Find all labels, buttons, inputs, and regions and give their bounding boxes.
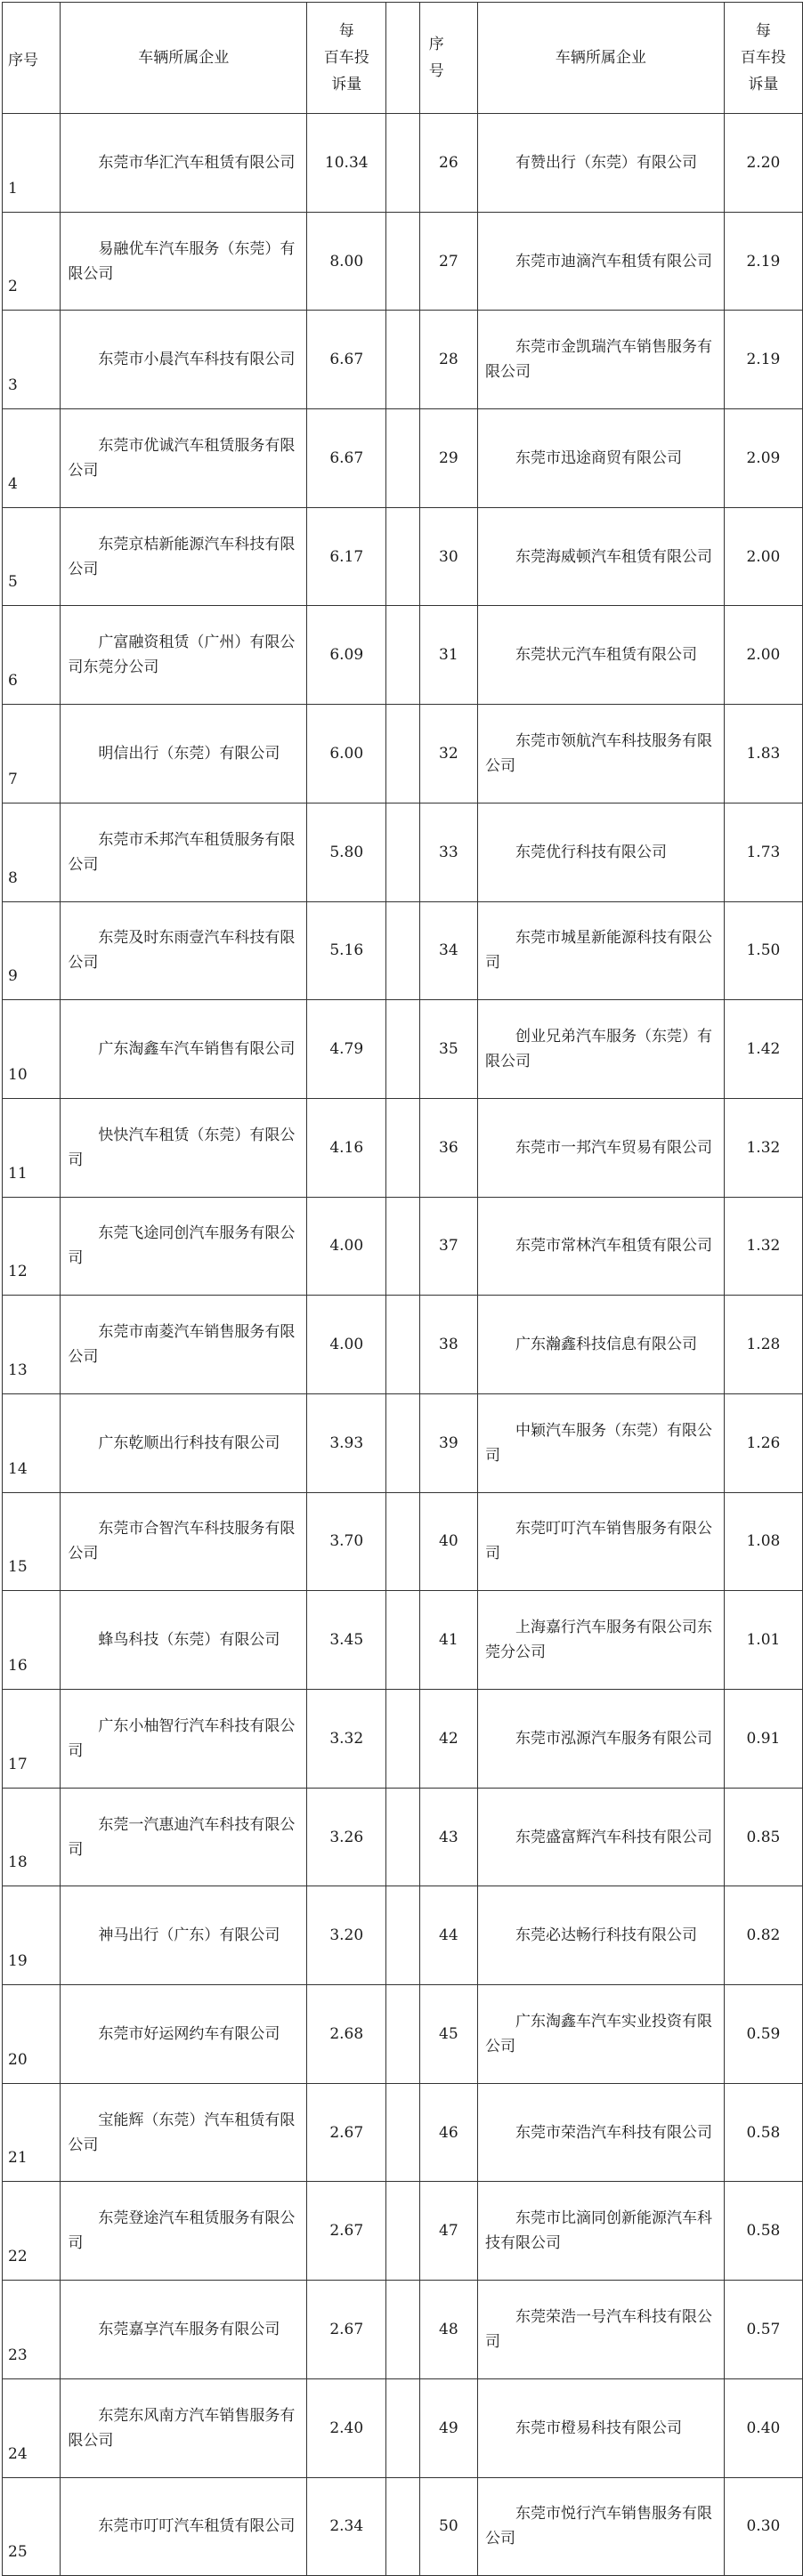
company-cell xyxy=(61,2182,307,2281)
company-cell xyxy=(477,212,724,311)
company-cell xyxy=(477,1690,724,1789)
complaint-rate-cell: 0.91 xyxy=(724,1690,802,1789)
company-cell xyxy=(477,606,724,705)
gap-cell xyxy=(386,2083,419,2182)
seq-cell: 24 xyxy=(3,2378,61,2477)
company-cell xyxy=(61,114,307,213)
seq-cell: 44 xyxy=(419,1886,477,1985)
company-name: 东莞东风南方汽车销售服务有限公司 xyxy=(68,2406,296,2450)
company-cell xyxy=(61,1788,307,1886)
company-cell xyxy=(477,2378,724,2477)
company-name: 东莞荣浩一号汽车科技有限公司 xyxy=(484,2307,712,2351)
complaint-rate-cell: 0.58 xyxy=(724,2182,802,2281)
company-cell xyxy=(61,2477,307,2576)
company-cell xyxy=(61,1197,307,1296)
company-cell xyxy=(477,507,724,606)
seq-cell: 41 xyxy=(419,1591,477,1690)
company-cell xyxy=(61,409,307,508)
gap-cell xyxy=(386,1591,419,1690)
gap-cell xyxy=(386,1393,419,1492)
seq-cell: 26 xyxy=(419,114,477,213)
complaint-rate-cell: 6.67 xyxy=(307,409,386,508)
company-name: 东莞必达畅行科技有限公司 xyxy=(515,1926,697,1945)
complaint-rate-cell: 6.67 xyxy=(307,311,386,409)
company-cell xyxy=(61,901,307,1000)
gap-cell xyxy=(386,409,419,508)
seq-cell: 1 xyxy=(3,114,61,213)
company-cell xyxy=(477,705,724,803)
company-name: 东莞市迅途商贸有限公司 xyxy=(515,448,682,467)
gap-cell xyxy=(386,1492,419,1591)
complaint-rate-cell: 1.28 xyxy=(724,1296,802,1394)
company-name: 东莞市叮叮汽车租赁有限公司 xyxy=(98,2517,296,2536)
complaint-rate-cell: 0.58 xyxy=(724,2083,802,2182)
seq-cell: 50 xyxy=(419,2477,477,2576)
gap-cell xyxy=(386,1886,419,1985)
complaint-rate-cell: 5.80 xyxy=(307,803,386,901)
company-cell xyxy=(61,311,307,409)
gap-cell xyxy=(386,803,419,901)
seq-cell: 11 xyxy=(3,1098,61,1197)
seq-cell: 31 xyxy=(419,606,477,705)
complaint-rate-cell: 1.73 xyxy=(724,803,802,901)
table-row xyxy=(3,1000,803,1099)
company-name: 东莞京桔新能源汽车科技有限公司 xyxy=(68,535,296,578)
company-cell xyxy=(477,311,724,409)
company-name: 东莞市橙易科技有限公司 xyxy=(515,2419,682,2437)
company-name: 东莞叮叮汽车销售服务有限公司 xyxy=(484,1520,712,1563)
complaint-rate-cell: 1.42 xyxy=(724,1000,802,1099)
gap-cell xyxy=(386,2281,419,2379)
complaint-ranking-table xyxy=(2,2,803,2576)
gap-cell xyxy=(386,2182,419,2281)
company-name: 东莞嘉享汽车服务有限公司 xyxy=(98,2320,280,2338)
company-cell xyxy=(61,1296,307,1394)
seq-cell: 42 xyxy=(419,1690,477,1789)
seq-cell: 23 xyxy=(3,2281,61,2379)
complaint-rate-cell: 0.85 xyxy=(724,1788,802,1886)
seq-cell: 39 xyxy=(419,1393,477,1492)
company-name: 东莞市泓源汽车服务有限公司 xyxy=(515,1729,712,1748)
company-name: 东莞状元汽车租赁有限公司 xyxy=(515,646,697,665)
complaint-rate-cell: 3.45 xyxy=(307,1591,386,1690)
table-row xyxy=(3,901,803,1000)
seq-cell: 48 xyxy=(419,2281,477,2379)
seq-cell: 49 xyxy=(419,2378,477,2477)
seq-cell: 27 xyxy=(419,212,477,311)
company-cell xyxy=(477,1000,724,1099)
header-gap xyxy=(386,3,419,114)
header-company-left: 车辆所属企业 xyxy=(61,3,307,114)
company-name: 东莞市城星新能源科技有限公司 xyxy=(484,929,712,973)
company-name: 东莞市华汇汽车租赁有限公司 xyxy=(98,153,296,172)
complaint-rate-cell: 2.34 xyxy=(307,2477,386,2576)
complaint-rate-cell: 8.00 xyxy=(307,212,386,311)
company-cell xyxy=(477,2083,724,2182)
complaint-rate-cell: 2.67 xyxy=(307,2281,386,2379)
seq-cell: 18 xyxy=(3,1788,61,1886)
complaint-rate-cell: 1.01 xyxy=(724,1591,802,1690)
company-cell xyxy=(477,1985,724,2084)
complaint-rate-cell: 1.83 xyxy=(724,705,802,803)
company-cell xyxy=(61,803,307,901)
company-cell xyxy=(61,1690,307,1789)
company-name: 广东淘鑫车汽车实业投资有限公司 xyxy=(484,2012,712,2055)
company-cell xyxy=(61,1098,307,1197)
complaint-rate-cell: 1.32 xyxy=(724,1197,802,1296)
company-cell xyxy=(477,114,724,213)
seq-cell: 6 xyxy=(3,606,61,705)
company-cell xyxy=(477,1886,724,1985)
company-cell xyxy=(61,606,307,705)
complaint-rate-cell: 4.00 xyxy=(307,1197,386,1296)
seq-cell: 47 xyxy=(419,2182,477,2281)
company-name: 广富融资租赁（广州）有限公司东莞分公司 xyxy=(68,634,296,677)
header-value-left: 每 百车投 诉量 xyxy=(307,3,386,114)
table-row xyxy=(3,1591,803,1690)
company-cell xyxy=(61,1000,307,1099)
gap-cell xyxy=(386,311,419,409)
seq-cell: 5 xyxy=(3,507,61,606)
table-row xyxy=(3,1098,803,1197)
header-company-right: 车辆所属企业 xyxy=(477,3,724,114)
company-name: 东莞市悦行汽车销售服务有限公司 xyxy=(484,2505,712,2548)
gap-cell xyxy=(386,2477,419,2576)
seq-cell: 40 xyxy=(419,1492,477,1591)
complaint-rate-cell: 2.67 xyxy=(307,2182,386,2281)
company-name: 中颖汽车服务（东莞）有限公司 xyxy=(484,1421,712,1465)
seq-cell: 21 xyxy=(3,2083,61,2182)
company-cell xyxy=(61,1886,307,1985)
company-name: 东莞盛富辉汽车科技有限公司 xyxy=(515,1828,712,1846)
company-name: 东莞市常林汽车租赁有限公司 xyxy=(515,1237,712,1256)
complaint-rate-cell: 2.40 xyxy=(307,2378,386,2477)
table-row xyxy=(3,803,803,901)
company-name: 东莞市金凯瑞汽车销售服务有限公司 xyxy=(484,338,712,382)
company-cell xyxy=(61,212,307,311)
seq-cell: 10 xyxy=(3,1000,61,1099)
seq-cell: 9 xyxy=(3,901,61,1000)
company-cell xyxy=(61,1393,307,1492)
seq-cell: 16 xyxy=(3,1591,61,1690)
complaint-rate-cell: 1.32 xyxy=(724,1098,802,1197)
gap-cell xyxy=(386,1000,419,1099)
table-row xyxy=(3,1296,803,1394)
complaint-rate-cell: 3.32 xyxy=(307,1690,386,1789)
complaint-rate-cell: 0.59 xyxy=(724,1985,802,2084)
gap-cell xyxy=(386,114,419,213)
company-name: 蜂鸟科技（东莞）有限公司 xyxy=(98,1631,280,1650)
company-name: 东莞登途汽车租赁服务有限公司 xyxy=(68,2209,296,2253)
seq-cell: 35 xyxy=(419,1000,477,1099)
complaint-rate-cell: 2.67 xyxy=(307,2083,386,2182)
table-row xyxy=(3,114,803,213)
complaint-rate-cell: 6.17 xyxy=(307,507,386,606)
table-row xyxy=(3,409,803,508)
company-name: 东莞市领航汽车科技服务有限公司 xyxy=(484,731,712,775)
company-name: 东莞市迪滴汽车租赁有限公司 xyxy=(515,252,712,271)
company-name: 广东乾顺出行科技有限公司 xyxy=(98,1433,280,1452)
company-cell xyxy=(477,2182,724,2281)
complaint-rate-cell: 4.00 xyxy=(307,1296,386,1394)
company-cell xyxy=(477,1788,724,1886)
seq-cell: 12 xyxy=(3,1197,61,1296)
header-value-right: 每 百车投 诉量 xyxy=(724,3,802,114)
seq-cell: 30 xyxy=(419,507,477,606)
company-cell xyxy=(61,1985,307,2084)
complaint-rate-cell: 2.19 xyxy=(724,212,802,311)
table-row xyxy=(3,2477,803,2576)
complaint-rate-cell: 5.16 xyxy=(307,901,386,1000)
company-name: 东莞市小晨汽车科技有限公司 xyxy=(98,351,296,369)
company-name: 东莞市禾邦汽车租赁服务有限公司 xyxy=(68,830,296,874)
header-seq-left: 序号 xyxy=(3,3,61,114)
seq-cell: 19 xyxy=(3,1886,61,1985)
table-row xyxy=(3,2281,803,2379)
complaint-rate-cell: 3.26 xyxy=(307,1788,386,1886)
seq-cell: 3 xyxy=(3,311,61,409)
gap-cell xyxy=(386,1296,419,1394)
seq-cell: 34 xyxy=(419,901,477,1000)
seq-cell: 14 xyxy=(3,1393,61,1492)
table-row xyxy=(3,2182,803,2281)
gap-cell xyxy=(386,1098,419,1197)
company-name: 广东淘鑫车汽车销售有限公司 xyxy=(98,1040,296,1059)
table-row xyxy=(3,1788,803,1886)
company-name: 东莞市优诚汽车租赁服务有限公司 xyxy=(68,436,296,480)
company-name: 广东瀚鑫科技信息有限公司 xyxy=(515,1336,697,1354)
complaint-rate-cell: 2.19 xyxy=(724,311,802,409)
company-cell xyxy=(477,1098,724,1197)
company-cell xyxy=(477,901,724,1000)
complaint-rate-cell: 2.20 xyxy=(724,114,802,213)
seq-cell: 25 xyxy=(3,2477,61,2576)
company-name: 东莞海威顿汽车租赁有限公司 xyxy=(515,547,712,566)
company-name: 易融优车汽车服务（东莞）有限公司 xyxy=(68,239,296,283)
table-row xyxy=(3,507,803,606)
gap-cell xyxy=(386,212,419,311)
company-cell xyxy=(477,1492,724,1591)
gap-cell xyxy=(386,1197,419,1296)
complaint-rate-cell: 4.16 xyxy=(307,1098,386,1197)
seq-cell: 20 xyxy=(3,1985,61,2084)
table-row xyxy=(3,1492,803,1591)
seq-cell: 15 xyxy=(3,1492,61,1591)
company-name: 东莞市一邦汽车贸易有限公司 xyxy=(515,1138,712,1157)
table-row xyxy=(3,212,803,311)
company-name: 神马出行（广东）有限公司 xyxy=(98,1926,280,1945)
seq-cell: 32 xyxy=(419,705,477,803)
company-cell xyxy=(477,803,724,901)
company-name: 快快汽车租赁（东莞）有限公司 xyxy=(68,1126,296,1169)
seq-cell: 33 xyxy=(419,803,477,901)
complaint-rate-cell: 6.00 xyxy=(307,705,386,803)
gap-cell xyxy=(386,705,419,803)
table-row xyxy=(3,1393,803,1492)
table-row xyxy=(3,1197,803,1296)
seq-cell: 38 xyxy=(419,1296,477,1394)
gap-cell xyxy=(386,2378,419,2477)
table-row xyxy=(3,606,803,705)
company-name: 东莞市比滴同创新能源汽车科技有限公司 xyxy=(484,2209,712,2253)
complaint-rate-cell: 2.09 xyxy=(724,409,802,508)
seq-cell: 8 xyxy=(3,803,61,901)
complaint-rate-cell: 0.40 xyxy=(724,2378,802,2477)
company-cell xyxy=(61,2378,307,2477)
complaint-rate-cell: 1.50 xyxy=(724,901,802,1000)
complaint-rate-cell: 1.26 xyxy=(724,1393,802,1492)
seq-cell: 17 xyxy=(3,1690,61,1789)
company-name: 广东小柚智行汽车科技有限公司 xyxy=(68,1716,296,1760)
company-cell xyxy=(61,1591,307,1690)
company-name: 明信出行（东莞）有限公司 xyxy=(98,744,280,763)
complaint-rate-cell: 3.20 xyxy=(307,1886,386,1985)
complaint-rate-cell: 1.08 xyxy=(724,1492,802,1591)
seq-cell: 28 xyxy=(419,311,477,409)
company-cell xyxy=(61,1492,307,1591)
company-cell xyxy=(477,2477,724,2576)
seq-cell: 46 xyxy=(419,2083,477,2182)
company-name: 东莞优行科技有限公司 xyxy=(515,843,667,861)
table-row xyxy=(3,1886,803,1985)
complaint-rate-cell: 0.57 xyxy=(724,2281,802,2379)
gap-cell xyxy=(386,1985,419,2084)
seq-cell: 29 xyxy=(419,409,477,508)
gap-cell xyxy=(386,1690,419,1789)
seq-cell: 13 xyxy=(3,1296,61,1394)
company-name: 宝能辉（东莞）汽车租赁有限公司 xyxy=(68,2111,296,2154)
table-header-row xyxy=(3,3,803,114)
table-row xyxy=(3,2083,803,2182)
complaint-rate-cell: 4.79 xyxy=(307,1000,386,1099)
gap-cell xyxy=(386,1788,419,1886)
company-cell xyxy=(477,1197,724,1296)
table-row xyxy=(3,2378,803,2477)
complaint-rate-cell: 6.09 xyxy=(307,606,386,705)
table-row xyxy=(3,1985,803,2084)
company-name: 上海嘉行汽车服务有限公司东莞分公司 xyxy=(484,1619,712,1662)
complaint-rate-cell: 2.00 xyxy=(724,507,802,606)
seq-cell: 36 xyxy=(419,1098,477,1197)
complaint-rate-cell: 3.93 xyxy=(307,1393,386,1492)
seq-cell: 45 xyxy=(419,1985,477,2084)
gap-cell xyxy=(386,606,419,705)
header-seq-right: 序 号 xyxy=(419,3,477,114)
seq-cell: 37 xyxy=(419,1197,477,1296)
company-name: 创业兄弟汽车服务（东莞）有限公司 xyxy=(484,1028,712,1071)
table-row xyxy=(3,1690,803,1789)
company-cell xyxy=(477,409,724,508)
complaint-rate-cell: 10.34 xyxy=(307,114,386,213)
company-name: 东莞一汽惠迪汽车科技有限公司 xyxy=(68,1815,296,1859)
company-cell xyxy=(61,507,307,606)
gap-cell xyxy=(386,901,419,1000)
complaint-rate-cell: 2.00 xyxy=(724,606,802,705)
company-name: 东莞市南菱汽车销售服务有限公司 xyxy=(68,1323,296,1367)
company-name: 东莞及时东雨壹汽车科技有限公司 xyxy=(68,929,296,973)
company-name: 东莞市荣浩汽车科技有限公司 xyxy=(515,2123,712,2142)
complaint-rate-cell: 2.68 xyxy=(307,1985,386,2084)
table-row xyxy=(3,705,803,803)
seq-cell: 2 xyxy=(3,212,61,311)
seq-cell: 4 xyxy=(3,409,61,508)
company-name: 东莞市好运网约车有限公司 xyxy=(98,2024,280,2043)
complaint-rate-cell: 0.30 xyxy=(724,2477,802,2576)
gap-cell xyxy=(386,507,419,606)
company-cell xyxy=(477,1393,724,1492)
company-cell xyxy=(61,2083,307,2182)
company-cell xyxy=(477,1591,724,1690)
company-cell xyxy=(61,2281,307,2379)
company-cell xyxy=(477,2281,724,2379)
company-name: 有赞出行（东莞）有限公司 xyxy=(515,153,697,172)
company-name: 东莞市合智汽车科技服务有限公司 xyxy=(68,1520,296,1563)
seq-cell: 43 xyxy=(419,1788,477,1886)
seq-cell: 7 xyxy=(3,705,61,803)
seq-cell: 22 xyxy=(3,2182,61,2281)
table-row xyxy=(3,311,803,409)
complaint-rate-cell: 0.82 xyxy=(724,1886,802,1985)
complaint-rate-cell: 3.70 xyxy=(307,1492,386,1591)
company-cell xyxy=(477,1296,724,1394)
company-name: 东莞飞途同创汽车服务有限公司 xyxy=(68,1224,296,1268)
company-cell xyxy=(61,705,307,803)
